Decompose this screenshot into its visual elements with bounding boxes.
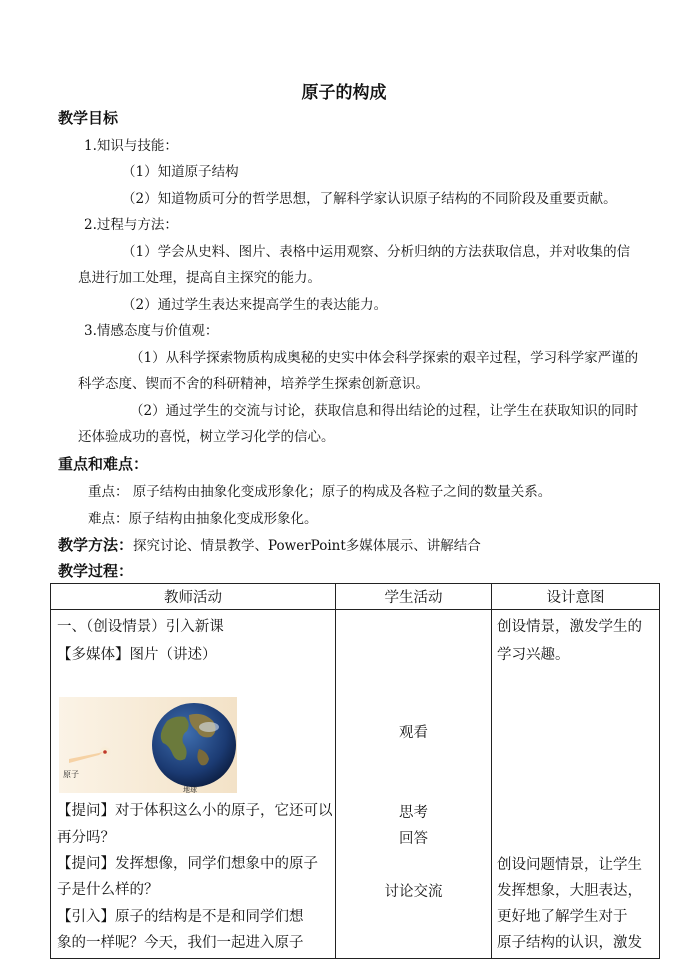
design-line-6: 原子结构的认识，激发 bbox=[497, 935, 642, 951]
teacher-line-8: 象的一样呢？今天，我们一起进入原子 bbox=[57, 935, 304, 951]
teacher-line-3: 【提问】对于体积这么小的原子，它还可以 bbox=[57, 803, 333, 819]
atom-dot bbox=[103, 750, 107, 754]
teacher-line-5: 【提问】发挥想像，同学们想象中的原子 bbox=[57, 856, 318, 872]
design-intent-cell bbox=[492, 610, 660, 959]
page-title: 原子的构成 bbox=[301, 83, 387, 103]
process-heading: 教学过程： bbox=[58, 562, 134, 580]
process-item-1-line-2: 息进行加工处理，提高自主探究的能力。 bbox=[78, 270, 321, 286]
student-watch: 观看 bbox=[399, 725, 428, 741]
attitude-label: 3.情感态度与价值观： bbox=[84, 323, 219, 339]
attitude-item-2-line-1: （2）通过学生的交流与讨论，获取信息和得出结论的过程，让学生在获取知识的同时 bbox=[130, 403, 639, 419]
header-design: 设计意图 bbox=[492, 584, 660, 610]
header-teacher: 教师活动 bbox=[51, 584, 336, 610]
student-think: 思考 bbox=[399, 805, 428, 821]
difficult-point-text: 难点：原子结构由抽象化变成形象化。 bbox=[88, 511, 318, 527]
teacher-line-4: 再分吗？ bbox=[57, 830, 115, 846]
attitude-item-1-line-1: （1）从科学探索物质构成奥秘的史实中体会科学探索的艰辛过程，学习科学家严谨的 bbox=[130, 350, 639, 366]
teacher-activity-cell bbox=[51, 610, 336, 959]
process-table bbox=[50, 583, 660, 959]
process-item-2: （2）通过学生表达来提高学生的表达能力。 bbox=[122, 297, 388, 313]
knowledge-item-1: （1）知道原子结构 bbox=[122, 164, 239, 180]
atom-earth-image bbox=[59, 697, 237, 793]
header-student: 学生活动 bbox=[336, 584, 492, 610]
key-points-heading: 重点和难点： bbox=[58, 455, 149, 473]
design-line-4: 发挥想象，大胆表达， bbox=[497, 883, 642, 899]
table-row bbox=[51, 610, 660, 959]
objectives-heading: 教学目标 bbox=[58, 109, 119, 127]
teacher-line-1: 一、（创设情景）引入新课 bbox=[57, 619, 224, 635]
teacher-line-6: 子是什么样的？ bbox=[57, 882, 159, 898]
teacher-line-7: 【引入】原子的结构是不是和同学们想 bbox=[57, 909, 304, 925]
earth-label: 地球 bbox=[183, 786, 197, 793]
attitude-item-1-line-2: 科学态度、锲而不舍的科研精神，培养学生探索创新意识。 bbox=[78, 376, 429, 392]
methods-line bbox=[58, 535, 481, 556]
design-line-5: 更好地了解学生对于 bbox=[497, 909, 628, 925]
student-discuss: 讨论交流 bbox=[384, 884, 443, 900]
design-line-2: 学习兴趣。 bbox=[497, 647, 570, 663]
atom-label: 原子 bbox=[63, 770, 79, 779]
design-line-3: 创设问题情景，让学生 bbox=[497, 857, 642, 873]
process-label: 2.过程与方法： bbox=[84, 217, 178, 233]
process-item-1-line-1: （1）学会从史料、图片、表格中运用观察、分析归纳的方法获取信息，并对收集的信 bbox=[122, 244, 631, 260]
teacher-line-2: 【多媒体】图片（讲述） bbox=[57, 647, 217, 663]
table-header-row bbox=[51, 584, 660, 610]
key-point-text: 重点： 原子结构由抽象化变成形象化；原子的构成及各粒子之间的数量关系。 bbox=[88, 484, 552, 500]
methods-text: 探究讨论、情景教学、PowerPoint多媒体展示、讲解结合 bbox=[133, 538, 481, 554]
methods-heading: 教学方法： bbox=[58, 536, 134, 554]
student-answer: 回答 bbox=[399, 831, 428, 847]
design-line-1: 创设情景，激发学生的 bbox=[497, 619, 642, 635]
attitude-item-2-line-2: 还体验成功的喜悦，树立学习化学的信心。 bbox=[78, 429, 335, 445]
student-activity-cell bbox=[336, 610, 492, 959]
knowledge-item-2: （2）知道物质可分的哲学思想，了解科学家认识原子结构的不同阶段及重要贡献。 bbox=[122, 191, 617, 207]
knowledge-label: 1.知识与技能： bbox=[84, 138, 178, 154]
